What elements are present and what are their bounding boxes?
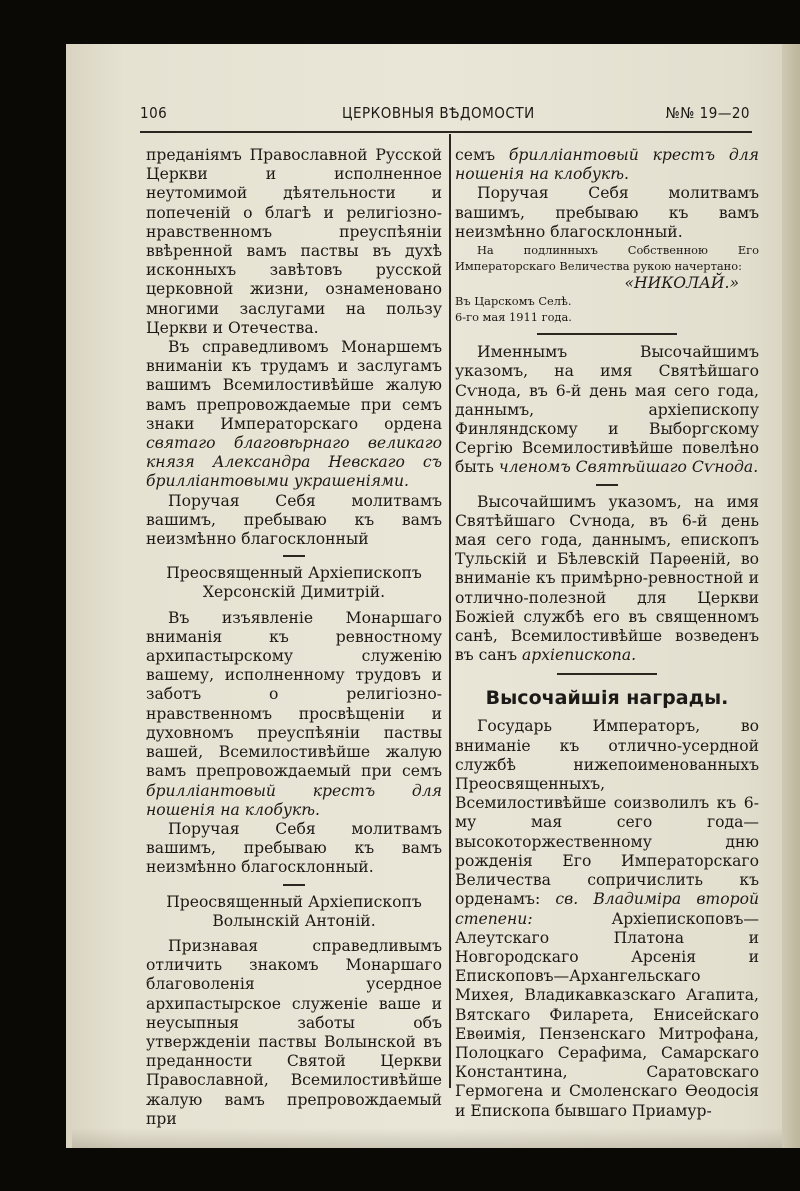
- right-column: [455, 146, 759, 1121]
- award-cross-continued: брилліантовый крестъ для ношенія на клобукѣ.: [455, 146, 759, 184]
- page-number: 106: [140, 104, 168, 122]
- award-cross: брилліантовый крестъ для ношенія на клобукѣ.: [146, 781, 442, 819]
- left-column: [146, 146, 442, 1129]
- column-divider: [449, 134, 451, 1088]
- left-paragraph-2-text: Въ справедливомъ Монаршемъ вниманіи къ трудамъ и заслугамъ вашимъ Всемилостивѣйше жалую вамъ препровождаемые при семъ знаки Императорскаго ордена: [146, 338, 442, 433]
- left-paragraph-5: Поручая Себя молитвамъ вашимъ, пребываю къ вамъ неизмѣнно благосклонный.: [146, 819, 442, 877]
- publication-title: ЦЕРКОВНЫЯ ВѢДОМОСТИ: [342, 104, 535, 122]
- left-paragraph-6: Признавая справедливымъ отличить знакомъ Монаршаго благоволенія усердное архипастырское служеніе ваше и неусыпныя заботы объ утвержденіи паствы Волынской въ преданности Святой Церкви Православной, Всемилостивѣйше жалую вамъ препровождаемый при: [146, 936, 442, 1128]
- left-paragraph-3: Поручая Себя молитвамъ вашимъ, пребываю къ вамъ неизмѣнно благосклонный: [146, 491, 442, 549]
- right-paragraph-1-text: семъ: [455, 146, 509, 164]
- right-paragraph-2: Поручая Себя молитвамъ вашимъ, пребываю къ вамъ неизмѣнно благосклонный.: [455, 184, 759, 241]
- imperial-signature: «НИКОЛАЙ.»: [624, 274, 739, 293]
- page-header: [140, 104, 750, 130]
- synod-member: членомъ Святѣйшаго Сѵнода.: [498, 458, 759, 477]
- awardees-list: Архіепископовъ—Алеутскаго Платона и Новгородскаго Арсенія и Епископовъ—Архангельскаго Михея, Владикавказскаго Агапита, Вятскаго Филарета, Енисейскаго Евѳимія, Пензенскаго Митрофана, Полоцкаго Серафима, Самарскаго Константина, Саратовскаго Гермогена и Смоленскаго Ѳеодосія и Епископа бывшаго Приамур-: [455, 909, 759, 1120]
- addressee-title-2: Преосвященный Архіепископъ: [166, 892, 422, 911]
- left-paragraph-1: преданіямъ Православной Русской Церкви и исполненное неутомимой дѣятельности и попеченій о благѣ и религіозно-нравственномъ преуспѣяніи ввѣренной вамъ паствы въ духѣ исконныхъ завѣтовъ русской церковной жизни, ознаменовано многими заслугами на пользу Церкви и Отечества.: [146, 146, 442, 337]
- section-dash: [283, 555, 305, 557]
- section-rule: [557, 673, 657, 675]
- section-heading: Высочайшія награды.: [485, 687, 729, 710]
- issue-number: №№ 19—20: [665, 104, 750, 122]
- right-paragraph-1: [455, 146, 759, 184]
- left-paragraph-4: [146, 609, 442, 820]
- addressee-name-1: Херсонскій Димитрій.: [202, 583, 386, 602]
- order-name: святаго благовѣрнаго великаго князя Александра Невскаго съ брилліантовыми украшеніями.: [146, 434, 442, 491]
- right-paragraph-3: [455, 343, 759, 477]
- left-paragraph-4-text: Въ изъявленіе Монаршаго вниманія къ ревностному архипастырскому служенію вашему, исполненному трудовъ и заботъ о религіозно-нравственномъ просвѣщеніи и духовномъ преуспѣяніи паствы вашей, Всемилостивѣйше жалую вамъ препровождаемый при семъ: [146, 608, 442, 781]
- signature-note: На подлинныхъ Собственною Его Императорскаго Величества рукою начертано:: [455, 243, 759, 274]
- right-paragraph-4: [455, 493, 759, 666]
- right-paragraph-3-text: Именнымъ Высочайшимъ указомъ, на имя Святѣйшаго Сѵнода, въ 6-й день мая сего года, даннымъ, архіепископу Финляндскому и Выборгскому Сергію Всемилостивѣйше повелѣно быть: [455, 343, 759, 477]
- order-degree: св. Владиміра второй степени:: [455, 890, 759, 928]
- addressee-name-2: Волынскій Антоній.: [212, 911, 376, 930]
- section-dash: [283, 884, 305, 886]
- signature-date: 6-го мая 1911 года.: [455, 310, 572, 325]
- page-edge: [782, 44, 800, 1148]
- signature-place: Въ Царскомъ Селѣ.: [455, 294, 572, 309]
- right-paragraph-5: [455, 717, 759, 1120]
- addressee-title-1: Преосвященный Архіепископъ: [166, 564, 422, 583]
- section-rule: [537, 333, 677, 335]
- header-rule: [140, 131, 752, 133]
- left-paragraph-2: [146, 338, 442, 492]
- right-paragraph-5-text: Государь Императоръ, во вниманіе къ отлично-усердной службѣ нижепоименованныхъ Преосвященныхъ, Всемилостивѣйше соизволилъ къ 6-му мая сего года—высокоторжественному дню рожденія Его Императорскаго Величества сопричислить къ орденамъ:: [455, 717, 759, 909]
- archbishop-rank: архіепископа.: [521, 646, 637, 665]
- right-paragraph-4-text: Высочайшимъ указомъ, на имя Святѣйшаго Сѵнода, въ 6-й день мая сего года, даннымъ, епископъ Тульскій и Бѣлевскій Парѳеній, во вниманіе къ примѣрно-ревностной и отлично-полезной для Церкви Божіей службѣ его въ священномъ санѣ, Всемилостивѣйше возведенъ въ санъ: [455, 492, 759, 665]
- section-dash: [596, 484, 618, 486]
